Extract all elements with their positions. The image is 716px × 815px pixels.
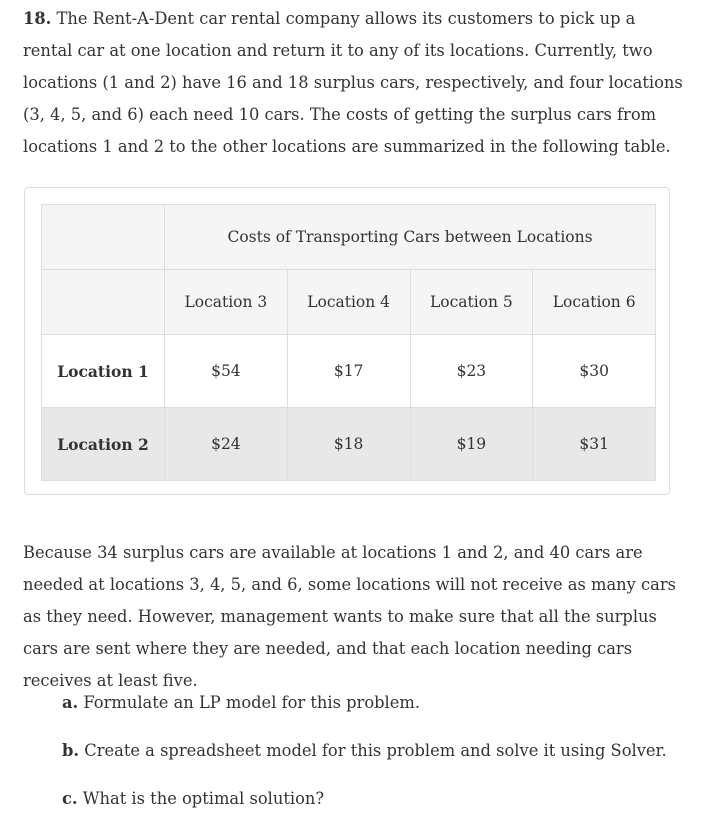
part-text: Formulate an LP model for this problem. xyxy=(83,693,421,712)
header-blank-cell xyxy=(42,270,165,335)
part-label: b. xyxy=(62,741,80,760)
problem-intro: The Rent-A-Dent car rental company allows its customers to pick up a rental car at one location and return it to any of its locations. Currently, two locations (1 and 2) have 16 and 18 surplus cars, respectively, and four locations (3, 4, 5, and 6) each need 10 cars. The costs of getting the surplus cars from locations 1 and 2 to the other locations are summarized in the following table. xyxy=(23,9,683,156)
problem-statement xyxy=(23,3,683,163)
question-part xyxy=(62,693,420,712)
corner-cell xyxy=(42,205,165,270)
cost-table-card xyxy=(24,187,670,495)
cost-cell: $30 xyxy=(533,335,656,408)
problem-number: 18. xyxy=(23,9,52,28)
question-part xyxy=(62,789,324,808)
column-header: Location 4 xyxy=(287,270,410,335)
part-text: What is the optimal solution? xyxy=(82,789,325,808)
table-row xyxy=(42,408,656,481)
table-header-row xyxy=(42,270,656,335)
cost-cell: $17 xyxy=(287,335,410,408)
part-label: c. xyxy=(62,789,78,808)
cost-cell: $19 xyxy=(410,408,533,481)
row-label: Location 1 xyxy=(42,335,165,408)
column-header: Location 6 xyxy=(533,270,656,335)
table-row xyxy=(42,335,656,408)
column-header: Location 5 xyxy=(410,270,533,335)
table-caption: Costs of Transporting Cars between Locations xyxy=(165,205,656,270)
cost-cell: $54 xyxy=(165,335,288,408)
column-header: Location 3 xyxy=(165,270,288,335)
cost-cell: $18 xyxy=(287,408,410,481)
row-label: Location 2 xyxy=(42,408,165,481)
cost-table xyxy=(41,204,656,481)
cost-cell: $23 xyxy=(410,335,533,408)
table-caption-row xyxy=(42,205,656,270)
cost-cell: $24 xyxy=(165,408,288,481)
body-paragraph: Because 34 surplus cars are available at locations 1 and 2, and 40 cars are needed at locations 3, 4, 5, and 6, some locations will not receive as many cars as they need. However, management wants to make sure that all the surplus cars are sent where they are needed, and that each location needing cars receives at least five. xyxy=(23,543,677,690)
part-label: a. xyxy=(62,693,79,712)
cost-cell: $31 xyxy=(533,408,656,481)
part-text: Create a spreadsheet model for this problem and solve it using Solver. xyxy=(84,741,667,760)
question-part xyxy=(62,741,667,760)
